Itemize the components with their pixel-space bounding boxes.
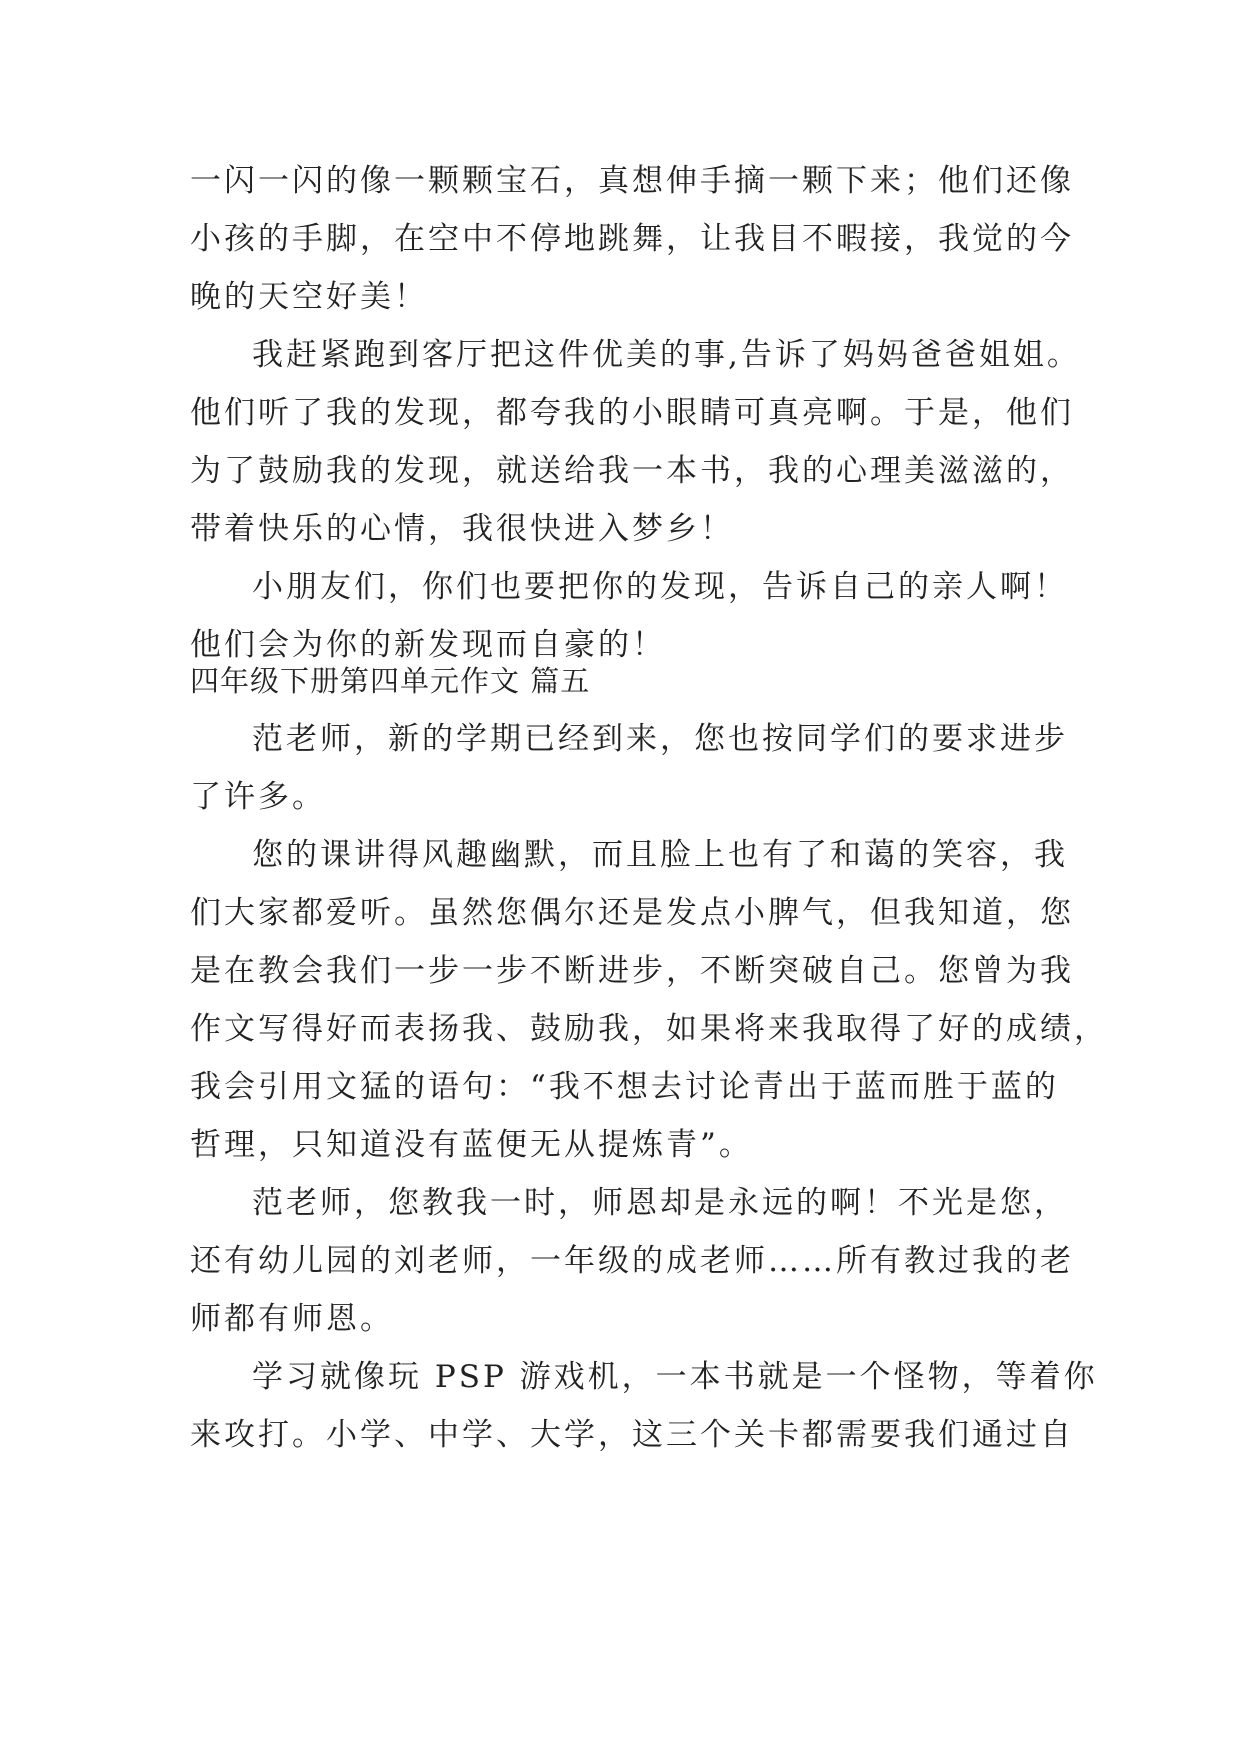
text-line: 一闪一闪的像一颗颗宝石，真想伸手摘一颗下来；他们还像 [190, 163, 1074, 199]
text-line: 为了鼓励我的发现，就送给我一本书，我的心理美滋滋的， [190, 453, 1074, 489]
text-line: 您的课讲得风趣幽默，而且脸上也有了和蔼的笑容，我 [252, 837, 1068, 873]
text-line: 们大家都爱听。虽然您偶尔还是发点小脾气，但我知道，您 [190, 895, 1074, 931]
text-line: 哲理，只知道没有蓝便无从提炼青”。 [190, 1127, 753, 1163]
text-line: 他们会为你的新发现而自豪的！ [190, 627, 666, 663]
text-line: 他们听了我的发现，都夸我的小眼睛可真亮啊。于是，他们 [190, 395, 1074, 431]
essay-section-five [190, 652, 1108, 1464]
text-line: 我会引用文猛的语句：“我不想去讨论青出于蓝而胜于蓝的 [190, 1069, 1059, 1105]
text-line: 来攻打。小学、中学、大学，这三个关卡都需要我们通过自 [190, 1417, 1074, 1453]
text-line: 我赶紧跑到客厅把这件优美的事,告诉了妈妈爸爸姐姐。 [252, 337, 1081, 373]
essay-section-previous [190, 152, 1081, 674]
paragraph-new-semester [190, 710, 1068, 826]
paragraph-stars [190, 152, 1074, 326]
text-line: 带着快乐的心情，我很快进入梦乡！ [190, 511, 734, 547]
text-line: 范老师，新的学期已经到来，您也按同学们的要求进步 [252, 721, 1068, 757]
paragraph-psp [190, 1348, 1098, 1464]
text-line: 是在教会我们一步一步不断进步，不断突破自己。您曾为我 [190, 953, 1074, 989]
text-line: 还有幼儿园的刘老师，一年级的成老师……所有教过我的老 [190, 1243, 1074, 1279]
text-line: 小孩的手脚，在空中不停地跳舞，让我目不暇接，我觉的今 [190, 221, 1074, 257]
essay-heading: 四年级下册第四单元作文 篇五 [190, 664, 591, 698]
text-line: 学习就像玩 PSP 游戏机，一本书就是一个怪物，等着你 [252, 1359, 1098, 1395]
text-line: 师都有师恩。 [190, 1301, 394, 1337]
text-line: 了许多。 [190, 779, 326, 815]
paragraph-tell-family [190, 326, 1081, 558]
paragraph-lessons [190, 826, 1108, 1174]
text-line: 小朋友们，你们也要把你的发现，告诉自己的亲人啊！ [252, 569, 1068, 605]
text-line: 晚的天空好美！ [190, 279, 428, 315]
text-line: 作文写得好而表扬我、鼓励我，如果将来我取得了好的成绩， [190, 1011, 1108, 1047]
paragraph-teachers [190, 1174, 1074, 1348]
text-line: 范老师，您教我一时，师恩却是永远的啊！不光是您， [252, 1185, 1068, 1221]
